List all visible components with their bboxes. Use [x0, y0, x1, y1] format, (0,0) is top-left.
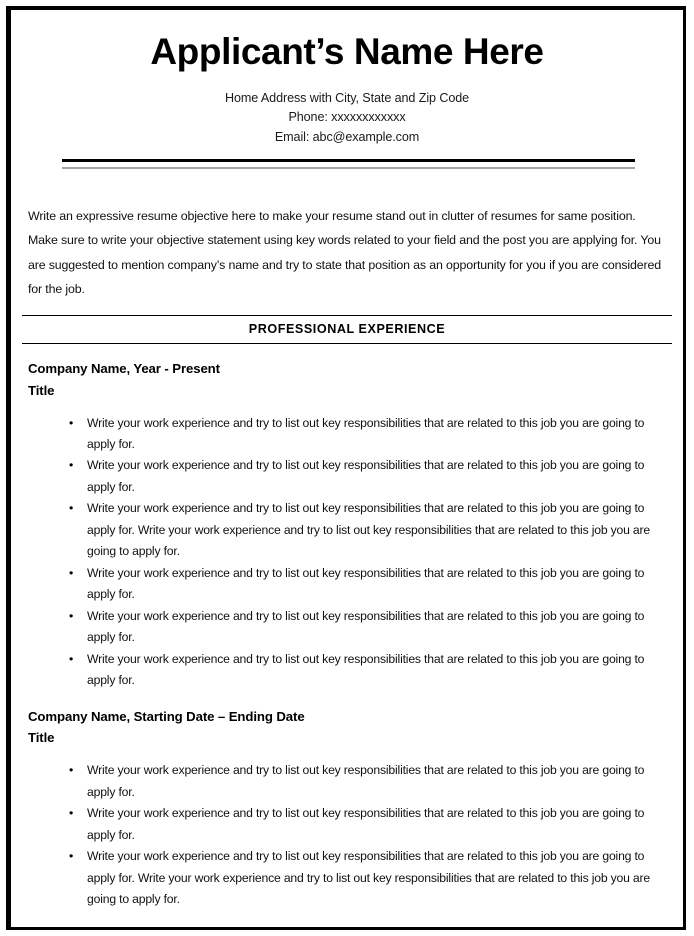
contact-phone-line: Phone: xxxxxxxxxxxx	[288, 110, 406, 125]
job-title-line: Title	[28, 382, 55, 398]
job-entry	[22, 706, 672, 911]
list-item	[28, 563, 666, 606]
contact-email-line: Email: abc@example.com	[274, 129, 420, 144]
list-item-text: Write your work experience and try to list out key responsibilities that are related to this job you are going to apply for.	[87, 415, 645, 452]
bullet-dot-icon: •	[69, 458, 74, 473]
job-title-line: Title	[28, 730, 55, 746]
list-item-text: Write your work experience and try to list out key responsibilities that are related to this job you are going to apply for.	[87, 565, 645, 602]
list-item-text: Write your work experience and try to list out key responsibilities that are related to this job you are going to apply for.	[87, 608, 645, 645]
list-item-text: Write your work experience and try to list out key responsibilities that are related to this job you are going to apply for.	[87, 763, 645, 799]
page-border-frame	[6, 6, 686, 930]
list-item-text: Write your work experience and try to list out key responsibilities that are related to this job you are going to apply for.	[87, 806, 645, 842]
list-item-text: Write your work experience and try to list out key responsibilities that are related to this job you are going to apply for. Write your work experience and try to list out key responsibilities that are related to this job you are going to apply for.	[87, 501, 651, 559]
contact-info-block	[22, 89, 672, 148]
bullet-dot-icon: •	[69, 565, 74, 580]
job-company-line: Company Name, Year - Present	[28, 360, 220, 376]
job-responsibility-list	[28, 413, 672, 692]
job-entry	[22, 358, 672, 692]
section-header-professional-experience	[22, 315, 672, 344]
list-item	[28, 760, 666, 803]
job-company-line: Company Name, Starting Date – Ending Date	[28, 708, 305, 724]
list-item	[28, 455, 666, 498]
bullet-dot-icon: •	[69, 806, 74, 821]
section-header-label: PROFESSIONAL EXPERIENCE	[248, 321, 446, 336]
bullet-dot-icon: •	[69, 501, 74, 516]
list-item	[28, 846, 666, 910]
applicant-name-heading: Applicant’s Name Here	[150, 31, 544, 72]
list-item-text: Write your work experience and try to list out key responsibilities that are related to this job you are going to apply for. Write your work experience and try to list out key responsibilities that are related to this job you are going to apply for.	[87, 849, 651, 907]
list-item-text: Write your work experience and try to list out key responsibilities that are related to this job you are going to apply for.	[87, 458, 645, 494]
list-item-text: Write your work experience and try to list out key responsibilities that are related to this job you are going to apply for.	[87, 651, 645, 688]
list-item	[28, 803, 666, 846]
list-item	[28, 413, 666, 456]
bullet-dot-icon: •	[69, 651, 74, 666]
bullet-dot-icon: •	[69, 763, 74, 778]
bullet-dot-icon: •	[69, 415, 74, 430]
list-item	[28, 498, 666, 562]
objective-paragraph: Write an expressive resume objective here to make your resume stand out in clutter of resumes for same position. Make sure to write your objective statement using key words related to your field and the post you are applying for. You are suggested to mention company’s name and try to state that position as an opportunity for you if you are considered for the job.	[28, 209, 661, 296]
contact-address-line: Home Address with City, State and Zip Code	[224, 90, 470, 105]
job-responsibility-list	[28, 760, 672, 910]
list-item	[28, 606, 666, 649]
page-content-area	[11, 10, 683, 927]
bullet-dot-icon: •	[69, 849, 74, 864]
bullet-dot-icon: •	[69, 608, 74, 623]
header-divider-rule	[62, 159, 635, 169]
list-item	[28, 649, 666, 692]
